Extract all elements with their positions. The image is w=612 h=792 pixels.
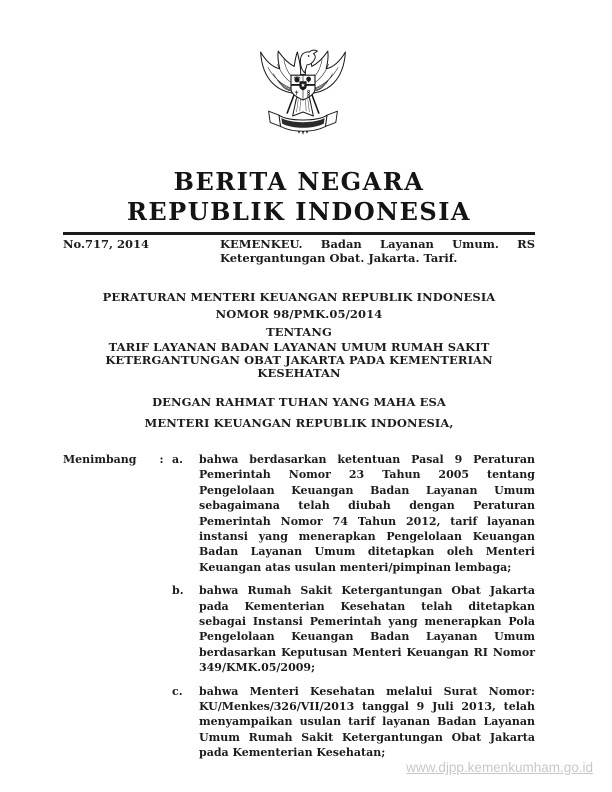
masthead-title-line1: BERITA NEGARA bbox=[173, 167, 425, 196]
considerations-colon: : bbox=[159, 452, 164, 466]
item-letter: a. bbox=[172, 452, 183, 466]
watermark-link[interactable]: www.djpp.kemenkumham.go.id bbox=[406, 760, 593, 775]
issue-number: No.717, 2014 bbox=[63, 237, 150, 251]
invocation-line: DENGAN RAHMAT TUHAN YANG MAHA ESA bbox=[152, 394, 446, 409]
item-text: bahwa Menteri Kesehatan melalui Surat Nomor: KU/Menkes/326/VII/2013 tanggal 9 Juli 2013, telah menyampaikan usulan tarif layanan Badan Layanan Umum Rumah Sakit Ketergantungan Obat Jakarta pada Kementerian Kesehatan; bbox=[199, 684, 535, 760]
considerations-section bbox=[63, 452, 535, 769]
invocation-block bbox=[63, 392, 535, 435]
masthead-rule bbox=[63, 232, 535, 235]
regulation-title-line2: KETERGANTUNGAN OBAT JAKARTA PADA KEMENTERIAN KESEHATAN bbox=[105, 352, 493, 380]
considerations-items bbox=[172, 452, 535, 769]
item-text: bahwa berdasarkan ketentuan Pasal 9 Peraturan Pemerintah Nomor 23 Tahun 2005 tentang Pengelolaan Keuangan Badan Layanan Umum sebagaimana telah diubah dengan Peraturan Pemerintah Nomor 74 Tahun 2012, tarif layanan instansi yang menerapkan Pengelolaan Keuangan Badan Layanan Umum ditetapkan oleh Menteri Keuangan atas usulan menteri/pimpinan lembaga; bbox=[199, 452, 535, 574]
regulation-title-line1: TARIF LAYANAN BADAN LAYANAN UMUM RUMAH SAKIT bbox=[108, 339, 490, 354]
consideration-item-b bbox=[172, 583, 535, 675]
regulation-heading-line: PERATURAN MENTERI KEUANGAN REPUBLIK INDONESIA bbox=[102, 290, 496, 304]
authority-line: MENTERI KEUANGAN REPUBLIK INDONESIA, bbox=[144, 416, 454, 431]
item-letter: b. bbox=[172, 584, 184, 598]
consideration-item-a bbox=[172, 452, 535, 575]
item-letter: c. bbox=[172, 684, 183, 698]
item-text: bahwa Rumah Sakit Ketergantungan Obat Jakarta pada Kementerian Kesehatan telah ditetapkan sebagai Instansi Pemerintah yang menerapkan Pola Pengelolaan Keuangan Badan Layanan Umum berdasarkan Keputusan Menteri Keuangan RI Nomor 349/KMK.05/2009; bbox=[199, 584, 535, 675]
regulation-number: NOMOR 98/PMK.05/2014 bbox=[215, 307, 383, 322]
consideration-item-c bbox=[172, 684, 535, 761]
masthead-title bbox=[63, 167, 535, 227]
garuda-pancasila-emblem-icon bbox=[255, 46, 351, 138]
regulation-heading bbox=[63, 289, 535, 435]
considerations-label: Menimbang bbox=[63, 452, 137, 466]
issue-row bbox=[63, 238, 535, 265]
masthead-title-line2: REPUBLIK INDONESIA bbox=[126, 197, 472, 226]
regulation-tentang: TENTANG bbox=[266, 324, 332, 339]
subject-line: KEMENKEU. Badan Layanan Umum. RS Ketergantungan Obat. Jakarta. Tarif. bbox=[220, 237, 535, 265]
